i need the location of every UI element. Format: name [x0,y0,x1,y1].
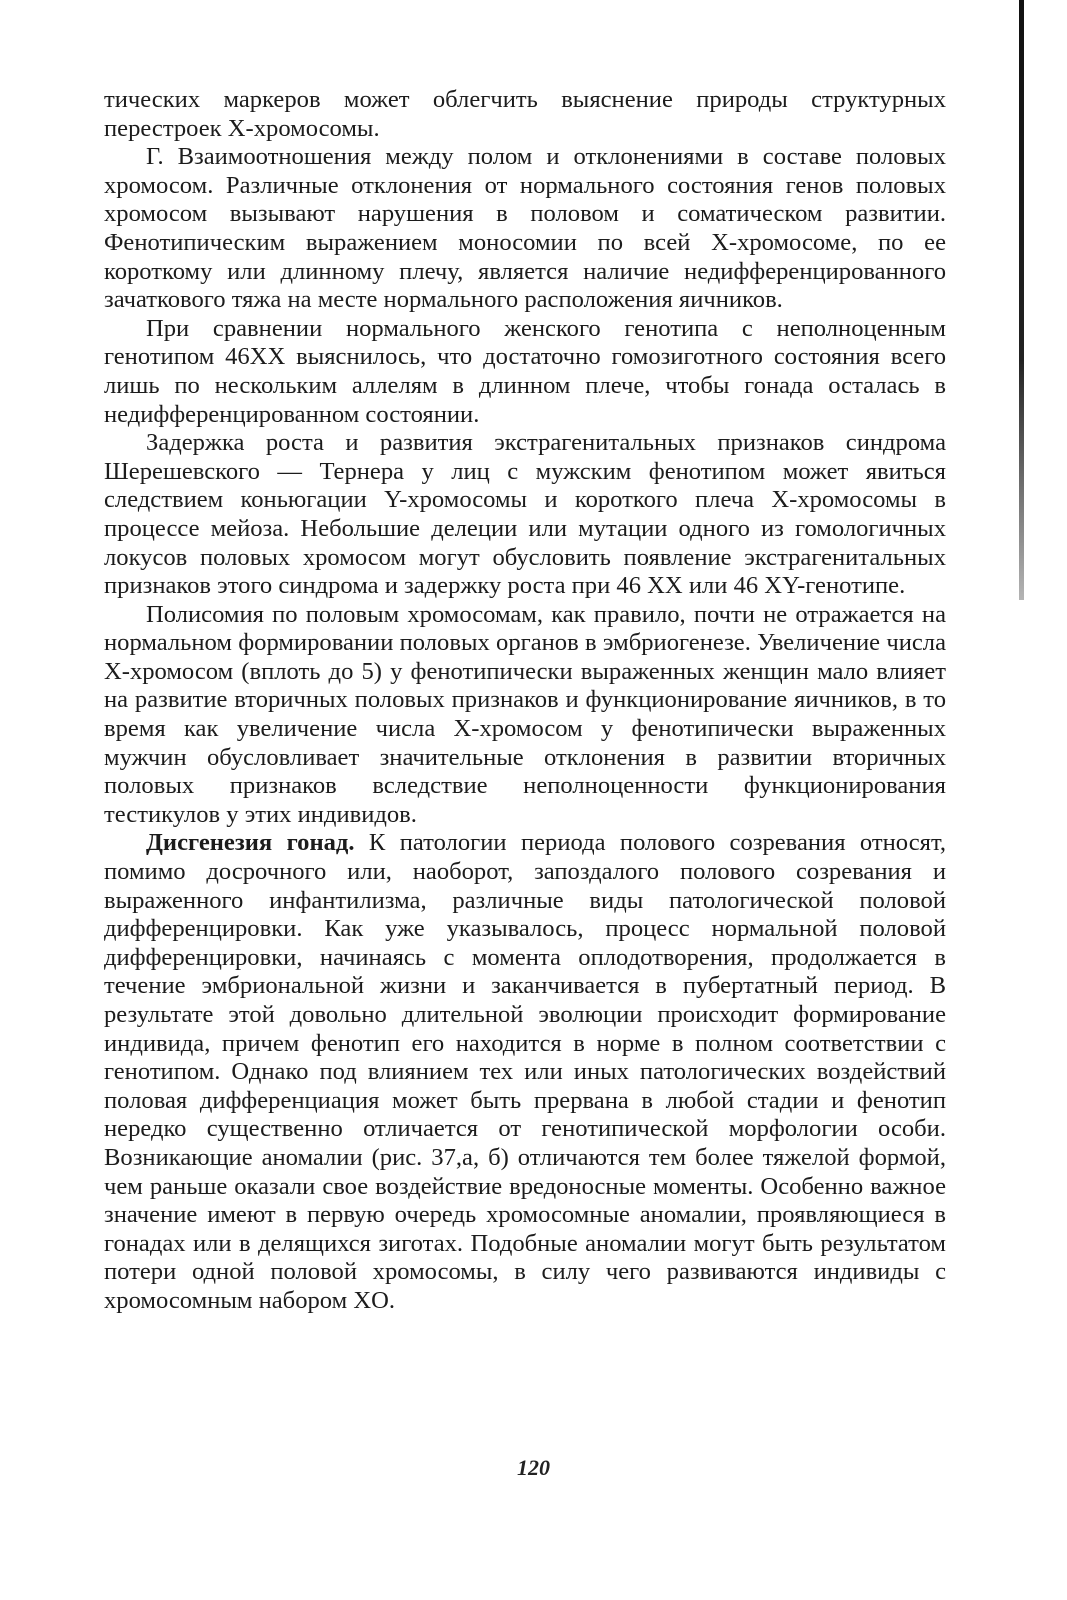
page-body [104,86,946,1316]
paragraph-2-text: Г. Взаимоотношения между полом и отклонениями в составе половых хромосом. Различные отклонения от нормального состояния генов половых хромосом вызывают нарушения в половом и соматическом развитии. Фенотипическим выражением моносомии по всей X-хромосоме, по ее короткому или длинному плечу, является наличие недифференцированного зачаткового тяжа на месте нормального расположения яичников. [104,143,946,314]
paragraph-3-text: При сравнении нормального женского генотипа с неполноценным генотипом 46XX выяснилось, что достаточно гомозиготного состояния всего лишь по нескольким аллелям в длинном плече, чтобы гонада осталась в недифференцированном состоянии. [104,314,946,428]
paragraph-4-text: Задержка роста и развития экстрагенитальных признаков синдрома Шерешевского — Тернера у лиц с мужским фенотипом может явиться следствием коньюгации Y-хромосомы и короткого плеча X-хромосомы в процессе мейоза. Небольшие делеции или мутации одного из гомологичных локусов половых хромосом могут обусловить появление экстрагенитальных признаков этого синдрома и задержку роста при 46 XX или 46 XY-генотипе. [104,429,946,600]
paragraph-6-text: К патологии периода полового созревания относят, помимо досрочного или, наоборот, запоздалого полового созревания и выраженного инфантилизма, различные виды патологической половой дифференцировки. Как уже указывалось, процесс нормальной половой дифференцировки, начинаясь с момента оплодотворения, продолжается в течение эмбриональной жизни и заканчивается в пубертатный период. В результате этой довольно длительной эволюции происходит формирование индивида, причем фенотип его находится в норме в полном соответствии с генотипом. Однако под влиянием тех или иных патологических воздействий половая дифференциация может быть прервана в любой стадии и фенотип нередко существенно отличается от генотипической морфологии особи. Возникающие аномалии (рис. 37,а, б) отличаются тем более тяжелой формой, чем раньше оказали свое воздействие вредоносные моменты. Особенно важное значение имеют в первую очередь хромосомные аномалии, проявляющиеся в гонадах или в делящихся зиготах. Подобные аномалии могут быть результатом потери одной половой хромосомы, в силу чего развиваются индивиды с хромосомным набором XO. [104,829,946,1314]
paragraph-3 [104,315,946,429]
section-heading-gonadal-dysgenesis: Дисгенезия гонад. [146,829,355,857]
paragraph-4 [104,429,946,601]
paragraph-2 [104,143,946,315]
page-edge-rule [1019,0,1024,600]
paragraph-6 [104,829,946,1315]
page-number: 120 [517,1455,550,1480]
paragraph-1 [104,86,946,143]
paragraph-1-text: тических маркеров может облегчить выяснение природы структурных перестроек X-хромосомы. [104,86,946,142]
paragraph-5 [104,601,946,830]
paragraph-5-text: Полисомия по половым хромосомам, как правило, почти не отражается на нормальном формировании половых органов в эмбриогенезе. Увеличение числа X-хромосом (вплоть до 5) у фенотипически выраженных женщин мало влияет на развитие вторичных половых признаков и функционирование яичников, в то время как увеличение числа X-хромосом у фенотипически выраженных мужчин обусловливает значительные отклонения в развитии вторичных половых признаков вследствие неполноценности функционирования тестикулов у этих индивидов. [104,600,946,828]
